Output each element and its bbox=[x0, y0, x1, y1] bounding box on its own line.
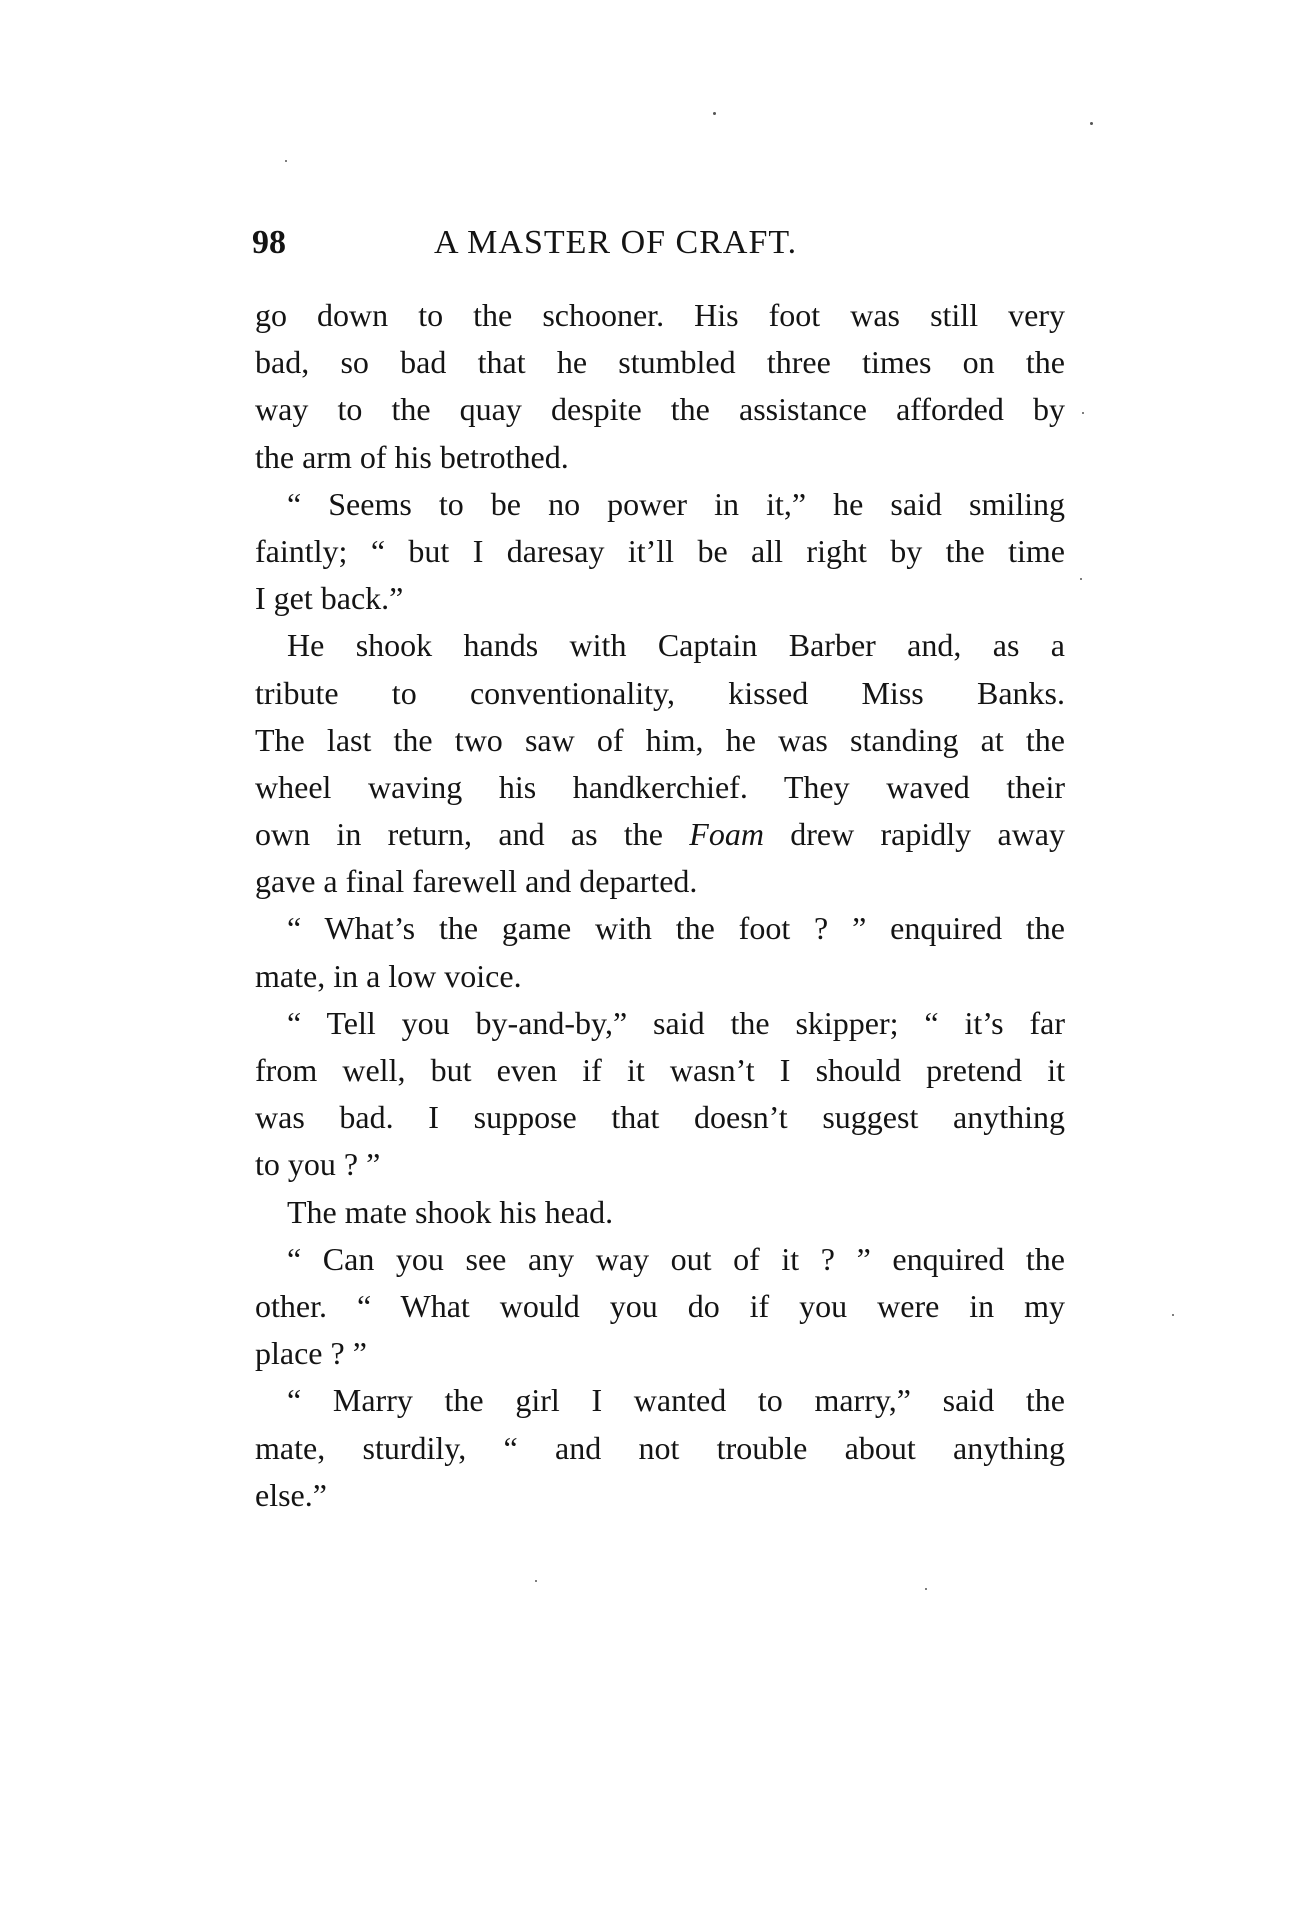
text-line: “ Marry the girl I wanted to marry,” said the bbox=[287, 1382, 1065, 1419]
text-line bbox=[255, 811, 1065, 858]
text-line: way to the quay despite the assistance afforded by bbox=[255, 391, 1065, 428]
ship-name: Foam bbox=[689, 816, 764, 853]
text-line: gave a final farewell and departed. bbox=[255, 863, 698, 900]
text-line: mate, sturdily, “ and not trouble about anything bbox=[255, 1429, 1065, 1466]
running-title: A MASTER OF CRAFT. bbox=[434, 224, 798, 261]
text-line: else.” bbox=[255, 1476, 327, 1513]
text-line: “ Can you see any way out of it ? ” enquired the bbox=[287, 1240, 1065, 1277]
text-line: place ? ” bbox=[255, 1335, 367, 1372]
text-line: from well, but even if it wasn’t I should pretend it bbox=[255, 1052, 1065, 1088]
print-speck bbox=[285, 160, 287, 162]
text-line: mate, in a low voice. bbox=[255, 957, 522, 994]
text-line: go down to the schooner. His foot was still very bbox=[255, 297, 1065, 333]
text-line: The mate shook his head. bbox=[287, 1193, 614, 1230]
text-line: to you ? ” bbox=[255, 1146, 381, 1183]
text-line: other. “ What would you do if you were in my bbox=[255, 1287, 1065, 1324]
text-line: was bad. I suppose that doesn’t suggest anything bbox=[255, 1099, 1065, 1136]
print-speck bbox=[925, 1588, 927, 1590]
text-line: bad, so bad that he stumbled three times on the bbox=[255, 344, 1065, 381]
text-line: He shook hands with Captain Barber and, as a bbox=[287, 627, 1065, 664]
body-text bbox=[255, 292, 1065, 1519]
print-speck bbox=[1082, 412, 1084, 414]
print-speck bbox=[713, 112, 716, 115]
text-line: “ What’s the game with the foot ? ” enquired the bbox=[287, 910, 1065, 947]
page-header bbox=[252, 218, 1072, 268]
text-segment: drew rapidly away bbox=[763, 816, 1066, 853]
print-speck bbox=[535, 1580, 537, 1582]
print-speck bbox=[1090, 122, 1093, 125]
text-line: faintly; “ but I daresay it’ll be all right by the time bbox=[255, 532, 1065, 569]
print-speck bbox=[1080, 578, 1082, 580]
text-line: wheel waving his handkerchief. They waved their bbox=[255, 768, 1065, 805]
text-line: tribute to conventionality, kissed Miss Banks. bbox=[255, 674, 1065, 711]
text-line: the arm of his betrothed. bbox=[255, 438, 569, 475]
print-speck bbox=[1172, 1314, 1174, 1316]
text-line: The last the two saw of him, he was standing at the bbox=[255, 721, 1065, 758]
text-line: I get back.” bbox=[255, 580, 404, 617]
text-segment: own in return, and as the bbox=[255, 816, 690, 853]
text-line: “ Tell you by-and-by,” said the skipper; “ it’s far bbox=[287, 1004, 1065, 1041]
page-number: 98 bbox=[252, 224, 286, 261]
text-line: “ Seems to be no power in it,” he said smiling bbox=[287, 485, 1065, 522]
